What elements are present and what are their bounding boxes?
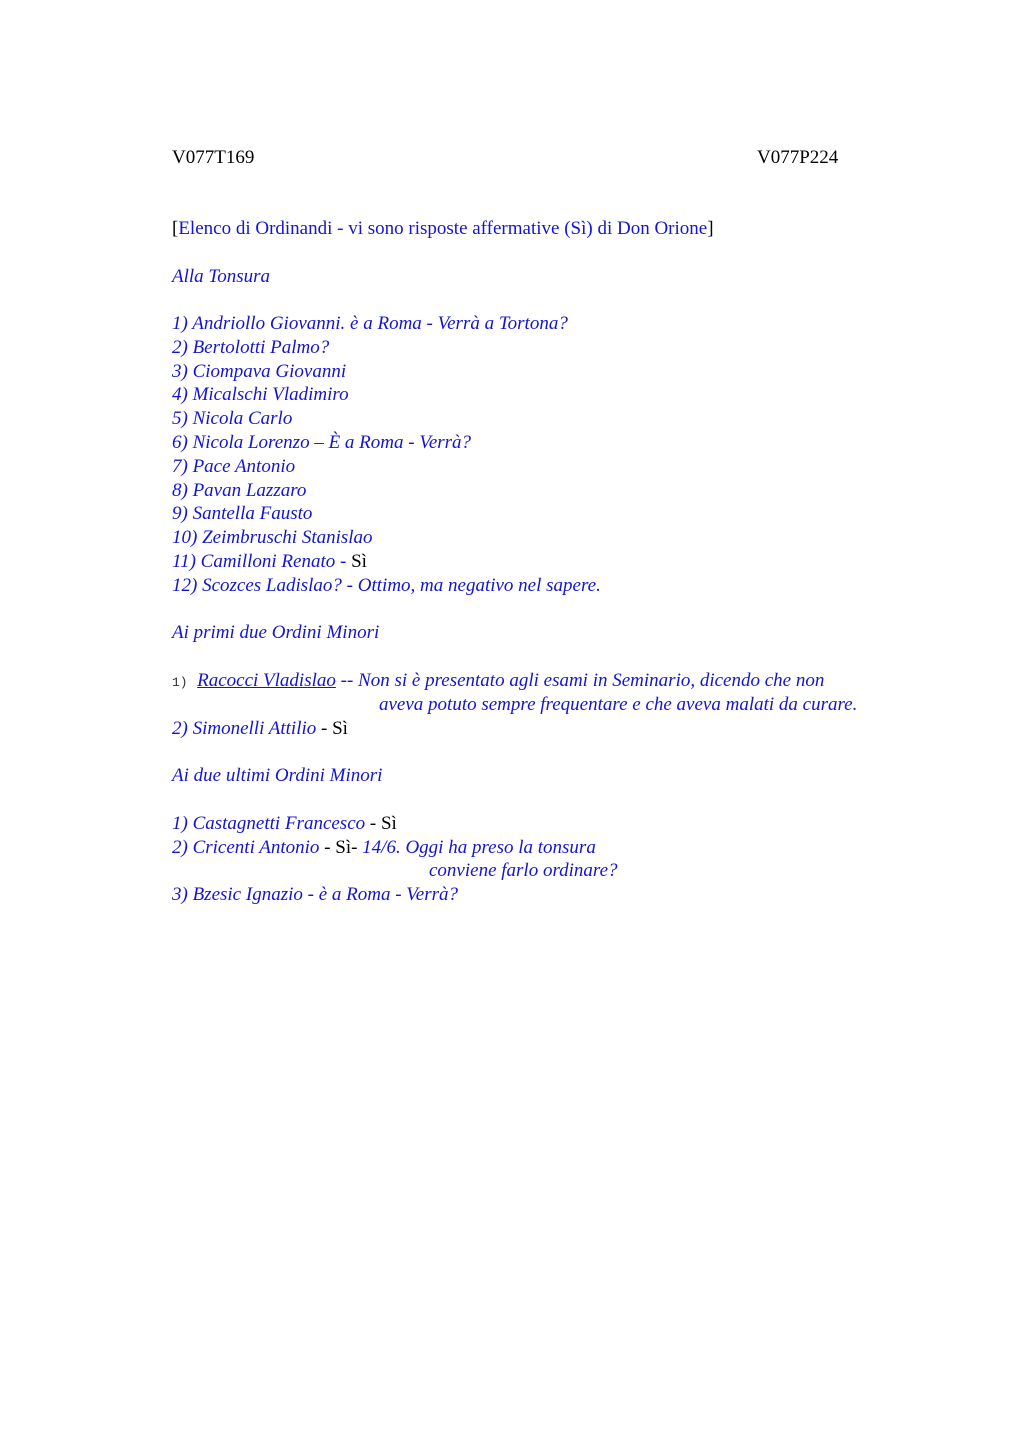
- list-item-text: 6) Nicola Lorenzo – È a Roma - Verrà?: [172, 431, 472, 453]
- list-item-name: 1) Castagnetti Francesco: [172, 813, 366, 834]
- answer-si: Sì: [351, 550, 367, 572]
- list-item-name: 2) Simonelli Attilio: [172, 718, 317, 739]
- section-title-ultimi-ordini: Ai due ultimi Ordini Minori: [172, 765, 383, 786]
- list-item: [172, 502, 601, 526]
- list-item: [172, 550, 601, 574]
- document-code-right: V077P224: [757, 147, 839, 168]
- list-item-text: 5) Nicola Carlo: [172, 408, 293, 430]
- list-item-text: 11) Camilloni Renato -: [172, 550, 352, 572]
- list-item-note-continuation: aveva potuto sempre frequentare e che aveva malati da curare.: [379, 694, 858, 715]
- list-item-number: 1): [172, 675, 188, 690]
- list-item-text: 12) Scozces Ladislao? - Ottimo, ma negativo nel sapere.: [172, 574, 601, 596]
- list-item-text: 9) Santella Fausto: [172, 503, 313, 525]
- list-item: [172, 669, 824, 695]
- list-item-text: 10) Zeimbruschi Stanislao: [172, 527, 373, 549]
- list-item: [172, 479, 601, 503]
- list-item: [172, 574, 601, 598]
- document-heading: [172, 217, 714, 241]
- document-code-left: V077T169: [172, 147, 255, 168]
- list-item-name: Racocci Vladislao: [197, 670, 336, 691]
- heading-open-bracket: [: [172, 218, 179, 239]
- list-item: [172, 312, 601, 336]
- list-item-text: 1) Andriollo Giovanni. è a Roma - Verrà a Tortona?: [172, 313, 568, 334]
- list-item: [172, 455, 601, 479]
- list-item: [172, 526, 601, 550]
- list-item-text: 7) Pace Antonio: [172, 455, 296, 477]
- heading-text: Elenco di Ordinandi - vi sono risposte affermative (Sì) di Don Orione: [178, 218, 708, 239]
- section-title-tonsura: Alla Tonsura: [172, 266, 271, 287]
- list-item-text: 2) Bertolotti Palmo?: [172, 336, 330, 358]
- list-item-text: 8) Pavan Lazzaro: [172, 479, 307, 501]
- list-item-note: -- Non si è presentato agli esami in Seminario, dicendo che non: [335, 670, 825, 691]
- list-item: [172, 812, 397, 836]
- list-item: [172, 883, 458, 907]
- list-item-note-continuation: conviene farlo ordinare?: [429, 860, 618, 881]
- list-item-note: 14/6. Oggi ha preso la tonsura: [362, 837, 596, 858]
- answer-si: - Sì: [316, 718, 348, 739]
- heading-close-bracket: ]: [707, 218, 714, 239]
- answer-si: - Sì-: [319, 837, 363, 858]
- list-item: [172, 360, 601, 384]
- list-item-text: 3) Ciompava Giovanni: [172, 360, 347, 382]
- list-item: [172, 431, 601, 455]
- list-item: [172, 836, 596, 860]
- list-item-text: 3) Bzesic Ignazio - è a Roma - Verrà?: [172, 884, 459, 905]
- list-item: [172, 717, 348, 741]
- list-item: [172, 383, 601, 407]
- list-item-name: 2) Cricenti Antonio: [172, 837, 320, 858]
- tonsura-list: [172, 312, 601, 598]
- list-item: [172, 407, 601, 431]
- list-item-text: 4) Micalschi Vladimiro: [172, 384, 349, 406]
- list-item: [172, 336, 601, 360]
- answer-si: - Sì: [365, 813, 397, 834]
- section-title-primi-ordini: Ai primi due Ordini Minori: [172, 622, 380, 643]
